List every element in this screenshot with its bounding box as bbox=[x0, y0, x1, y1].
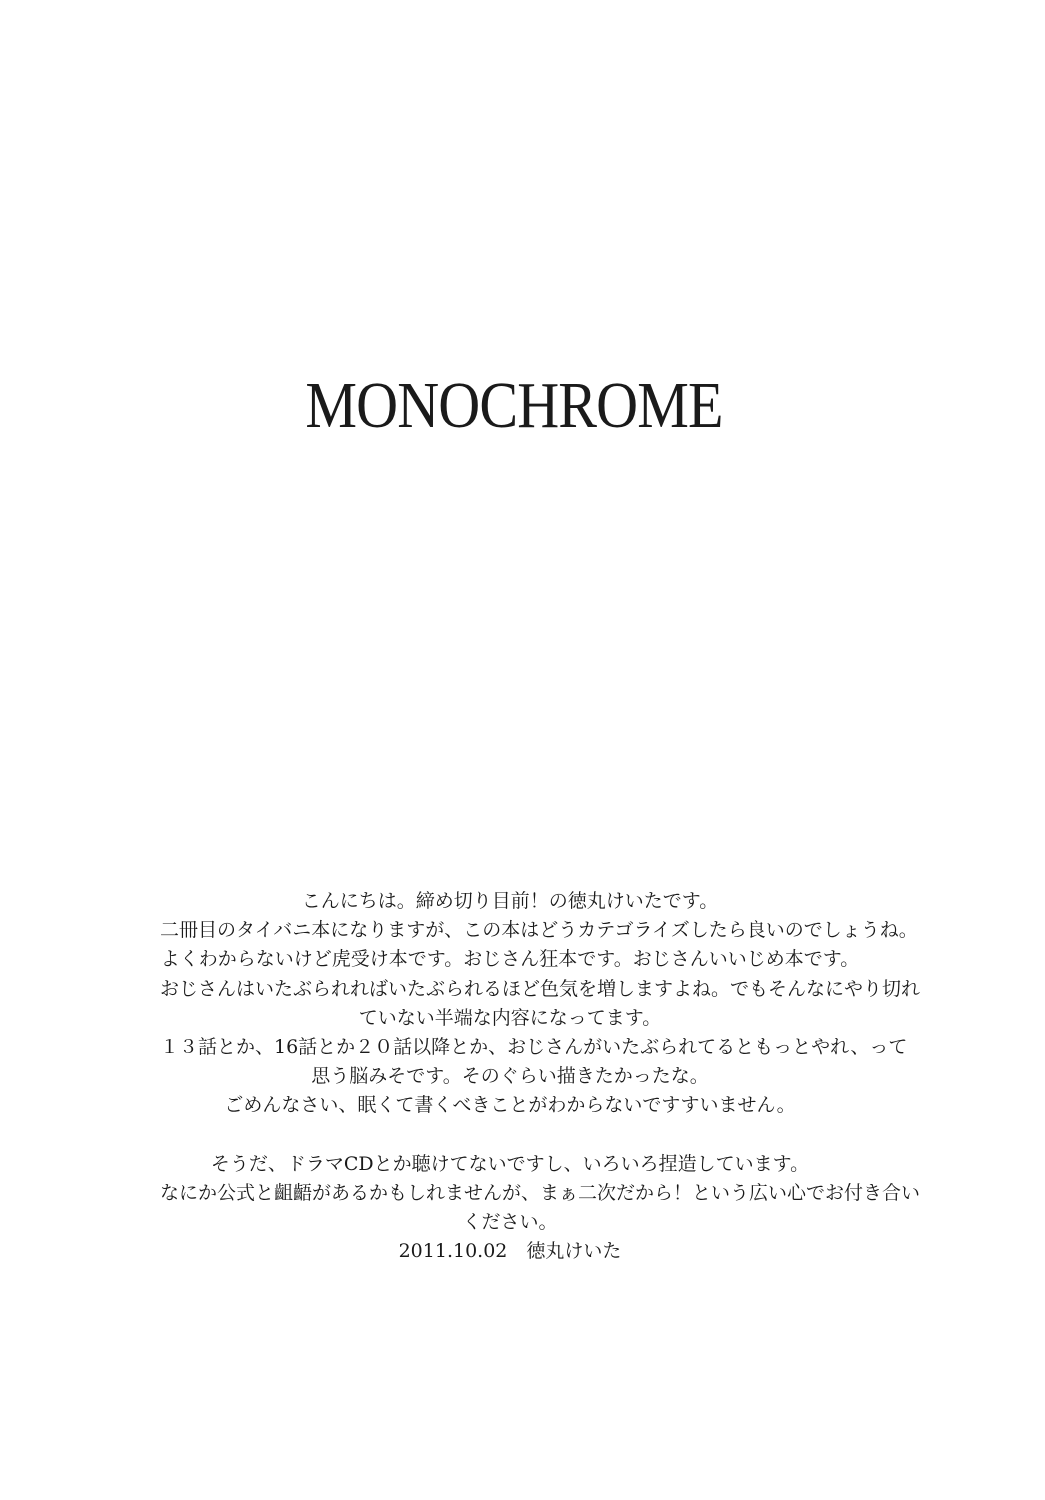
text-line: ていない半端な内容になってます。 bbox=[358, 1006, 662, 1029]
text-line: そうだ、ドラマCDとか聴けてないですし、いろいろ捏造しています。 bbox=[210, 1152, 810, 1175]
text-line: 思う脳みそです。そのぐらい描きたかったな。 bbox=[311, 1065, 709, 1088]
text-line: 二冊目のタイバニ本になりますが、この本はどうカテゴライズしたら良いのでしょうね。 bbox=[160, 919, 918, 942]
text-line: おじさんはいたぶられればいたぶられるほど色気を増しますよね。でもそんなにやり切れ bbox=[160, 977, 921, 1000]
signature: 2011.10.02 徳丸けいた bbox=[398, 1240, 622, 1263]
paragraph-gap bbox=[160, 1121, 860, 1150]
text-line: こんにちは。締め切り目前！の徳丸けいたです。 bbox=[301, 890, 719, 912]
text-line: １３話とか、16話とか２０話以降とか、おじさんがいたぶられてるともっとやれ、って bbox=[160, 1036, 908, 1059]
text-line: よくわからないけど虎受け本です。おじさん狂本です。おじさんいいじめ本です。 bbox=[160, 948, 860, 971]
text-line: ごめんなさい、眠くて書くべきことがわからないですすいません。 bbox=[224, 1094, 796, 1117]
page-title: MONOCHROME bbox=[305, 369, 723, 442]
text-line: ください。 bbox=[462, 1211, 558, 1234]
text-line: なにか公式と齟齬があるかもしれませんが、まぁ二次だから！という広い心でお付き合い bbox=[160, 1181, 921, 1204]
afterword-text bbox=[160, 887, 921, 1266]
